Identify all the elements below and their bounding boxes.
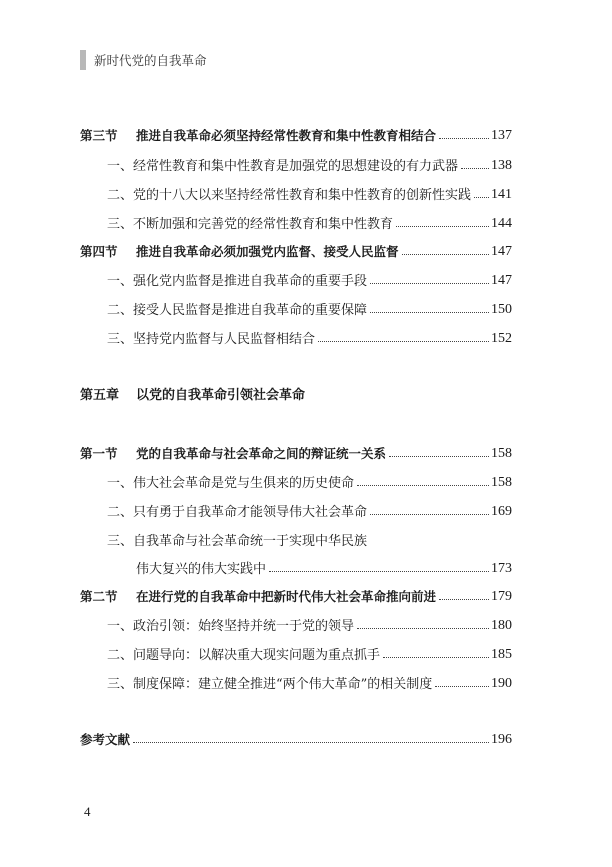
leader-dots [396, 226, 489, 227]
page-number: 147 [491, 244, 512, 259]
item-label: 三、自我革命与社会革命统一于实现中华民族 [107, 534, 368, 549]
item-label: 三、不断加强和完善党的经常性教育和集中性教育 [107, 217, 394, 232]
toc-item[interactable] [107, 469, 512, 491]
section-title: 在进行党的自我革命中把新时代伟大社会革命推向前进 [136, 589, 437, 604]
leader-dots [389, 456, 489, 457]
header-bar [80, 50, 86, 70]
item-label: 二、接受人民监督是推进自我革命的重要保障 [107, 303, 368, 318]
section-number: 第一节 [80, 446, 118, 461]
toc-section-2[interactable] [80, 583, 512, 605]
chapter-number: 第五章 [80, 388, 120, 403]
page-number: 137 [491, 128, 512, 143]
page-number: 196 [491, 732, 512, 747]
leader-dots [439, 599, 489, 600]
toc-item[interactable] [107, 527, 512, 549]
toc-item[interactable] [107, 325, 512, 347]
page-number: 190 [491, 676, 512, 691]
page-number: 138 [491, 158, 512, 173]
leader-dots [370, 514, 489, 515]
chapter-title: 以党的自我革命引领社会革命 [136, 388, 306, 403]
toc-section-4[interactable] [80, 238, 512, 260]
toc-item[interactable] [107, 152, 512, 174]
toc-item[interactable] [107, 670, 512, 692]
leader-dots [383, 657, 489, 658]
section-title: 党的自我革命与社会革命之间的辩证统一关系 [136, 446, 387, 461]
item-label: 一、经常性教育和集中性教育是加强党的思想建设的有力武器 [107, 159, 459, 174]
page-number: 173 [491, 561, 512, 576]
leader-dots [357, 628, 489, 629]
item-label: 三、坚持党内监督与人民监督相结合 [107, 332, 316, 347]
section-number: 第三节 [80, 128, 118, 143]
toc-references[interactable] [80, 726, 512, 748]
toc-item[interactable] [107, 612, 512, 634]
page-number: 141 [491, 187, 512, 202]
page-number: 150 [491, 302, 512, 317]
item-label: 一、伟大社会革命是党与生俱来的历史使命 [107, 476, 355, 491]
leader-dots [474, 197, 489, 198]
item-label: 二、问题导向：以解决重大现实问题为重点抓手 [107, 648, 381, 663]
leader-dots [269, 571, 489, 572]
section-title: 推进自我革命必须加强党内监督、接受人民监督 [136, 244, 399, 259]
page-number: 158 [491, 475, 512, 490]
toc-section-3[interactable] [80, 122, 512, 144]
leader-dots [461, 168, 489, 169]
toc-chapter-5[interactable] [80, 384, 305, 403]
page-number: 152 [491, 331, 512, 346]
section-number: 第四节 [80, 244, 118, 259]
toc-item[interactable] [107, 498, 512, 520]
item-label: 二、只有勇于自我革命才能领导伟大社会革命 [107, 505, 368, 520]
page-number: 169 [491, 504, 512, 519]
item-label: 伟大复兴的伟大实践中 [136, 562, 267, 577]
page-number: 147 [491, 273, 512, 288]
section-title: 推进自我革命必须坚持经常性教育和集中性教育相结合 [136, 128, 437, 143]
item-label: 二、党的十八大以来坚持经常性教育和集中性教育的创新性实践 [107, 188, 472, 203]
item-label: 三、制度保障：建立健全推进“两个伟大革命”的相关制度 [107, 677, 433, 692]
toc-item-continuation[interactable] [136, 555, 512, 577]
leader-dots [133, 742, 489, 743]
toc-item[interactable] [107, 641, 512, 663]
toc-section-1[interactable] [80, 440, 512, 462]
section-number: 第二节 [80, 589, 118, 604]
toc-item[interactable] [107, 210, 512, 232]
item-label: 一、强化党内监督是推进自我革命的重要手段 [107, 274, 368, 289]
leader-dots [402, 254, 489, 255]
page-number: 158 [491, 446, 512, 461]
toc-item[interactable] [107, 267, 512, 289]
page-number: 185 [491, 647, 512, 662]
leader-dots [435, 686, 489, 687]
page-number: 144 [491, 216, 512, 231]
header-title: 新时代党的自我革命 [94, 53, 207, 68]
references-label: 参考文献 [80, 732, 131, 747]
page-number: 180 [491, 618, 512, 633]
leader-dots [370, 283, 489, 284]
page-folio: 4 [84, 804, 91, 819]
leader-dots [357, 485, 489, 486]
leader-dots [370, 312, 489, 313]
running-header [80, 50, 207, 70]
leader-dots [439, 138, 489, 139]
toc-item[interactable] [107, 181, 512, 203]
page-number: 179 [491, 589, 512, 604]
leader-dots [318, 341, 489, 342]
toc-item[interactable] [107, 296, 512, 318]
item-label: 一、政治引领：始终坚持并统一于党的领导 [107, 619, 355, 634]
